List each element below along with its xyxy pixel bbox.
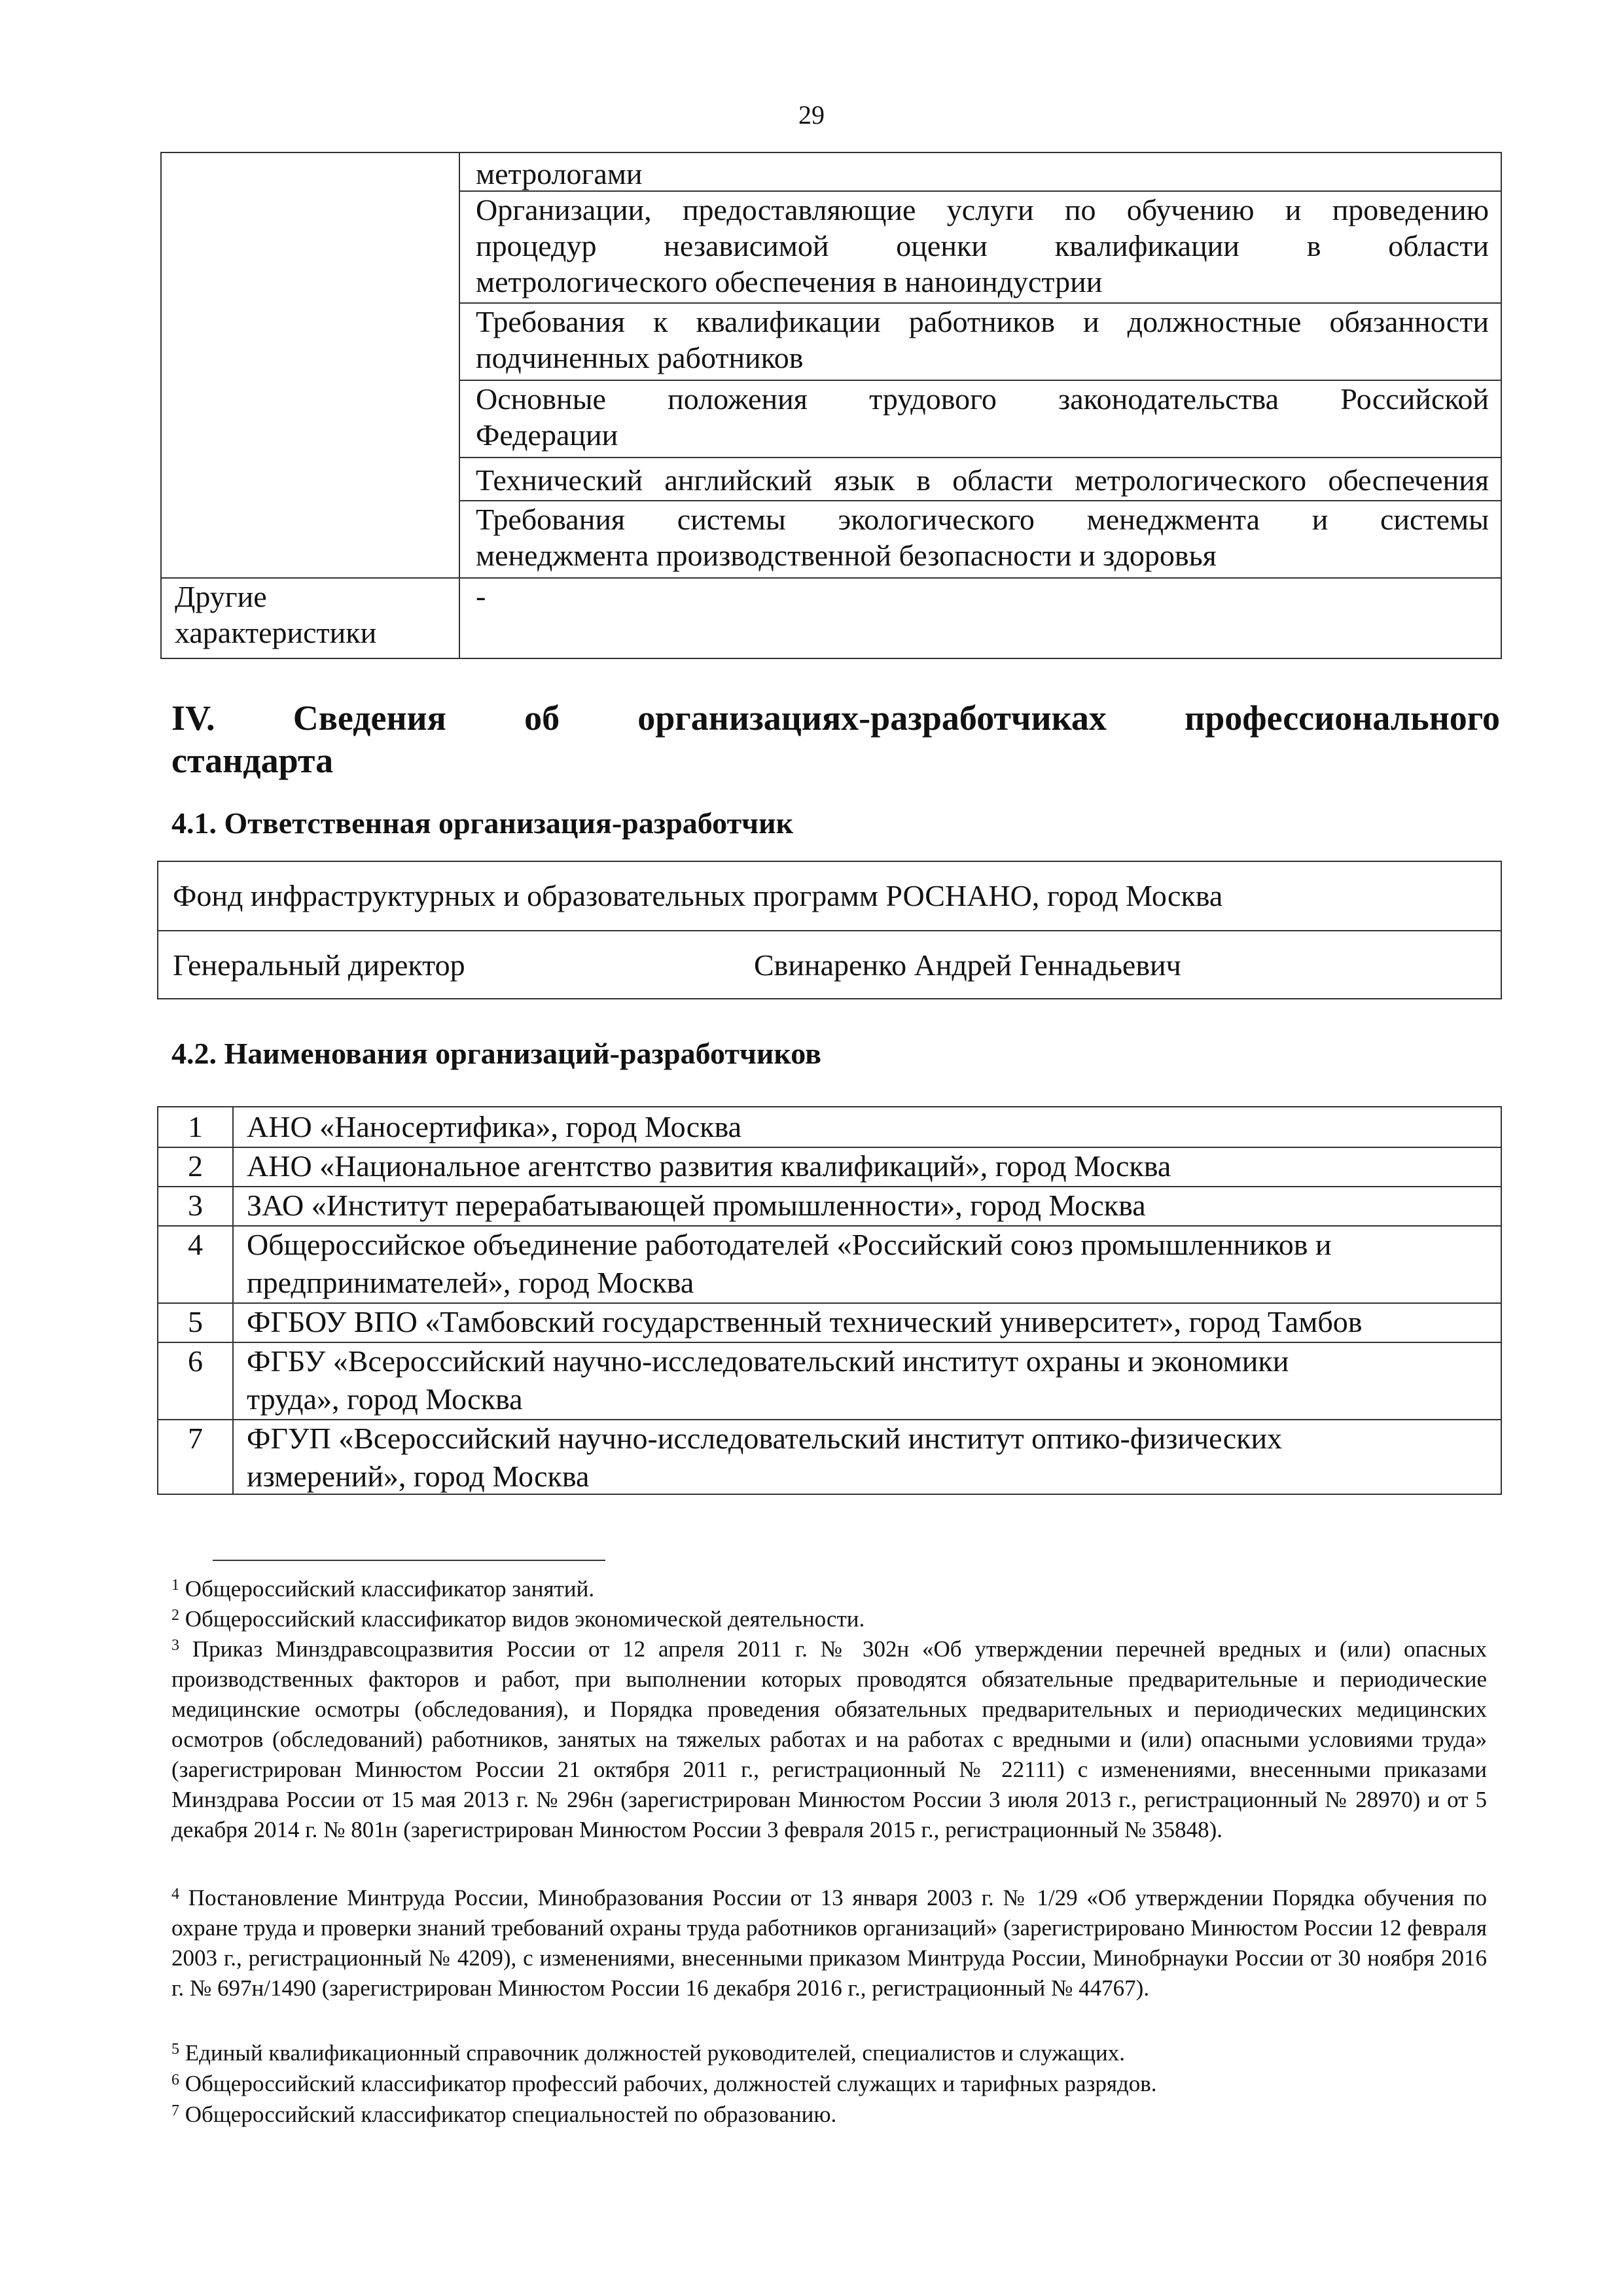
table-row-continued: измерений», город Москва [247,1460,590,1493]
other-characteristics-value: - [476,579,486,613]
responsible-org-table [157,861,1502,999]
section-title: IV. Сведения об организациях-разработчиках профессионального [171,698,1500,738]
director-name: Свинаренко Андрей Геннадьевич [754,948,1181,982]
row-number: 1 [188,1110,203,1143]
row-line: Организации, предоставляющие услуги по обучению и проведению [476,193,1489,226]
responsible-org-name: Фонд инфраструктурных и образовательных программ РОСНАНО, город Москва [173,879,1223,912]
footnote-text: Общероссийский классификатор профессий рабочих, должностей служащих и тарифных разрядов. [185,2071,1157,2096]
footnote [171,2069,1487,2099]
table-row: ФГУП «Всероссийский научно-исследовательский институт оптико-физических [247,1422,1283,1455]
table-row: метрологами [476,157,643,190]
row-number: 6 [188,1344,203,1378]
row-line: подчиненных работников [476,341,804,374]
subsection-title: 4.2. Наименования организаций-разработчиков [171,1037,821,1070]
director-title: Генеральный директор [173,948,465,982]
developers-table [157,1106,1502,1495]
row-number: 3 [188,1189,203,1222]
table-row-continued: предпринимателей», город Москва [247,1266,694,1299]
footnote [171,2038,1487,2068]
footnote [171,1634,1487,1845]
row-line: процедур независимой оценки квалификации в области [476,229,1489,262]
table-row: ФГБУ «Всероссийский научно-исследовательский институт охраны и экономики [247,1344,1289,1378]
footnote-number: 5 [171,2041,179,2058]
row-line: Требования системы экологического менеджмента и системы [476,503,1489,536]
footnote-number: 2 [171,1607,179,1624]
table-row: Технический английский язык в области метрологического обеспечения [476,463,1489,497]
label-line: характеристики [175,616,377,649]
table-row-continued: труда», город Москва [247,1382,523,1416]
label-line: Другие [175,580,267,613]
knowledge-table [160,152,1502,659]
page-number: 29 [798,100,825,130]
row-number: 2 [188,1149,203,1183]
table-row: ФГБОУ ВПО «Тамбовский государственный технический университет», город Тамбов [247,1305,1363,1338]
row-number: 7 [188,1422,203,1455]
footnote-text: Единый квалификационный справочник должностей руководителей, специалистов и служащих. [185,2040,1126,2066]
footnote-text: Постановление Минтруда России, Минобразования России от 13 января 2003 г. № 1/29 «Об утверждении Порядка обучения по охране труда и проверки знаний требований охраны труда работников организаций» (зарегистрировано Минюстом России 12 февраля 2003 г., регистрационный № 4209), с изменениями, внесенными приказом Минтруда России, Минобрнауки России от 30 ноября 2016 г. № 697н/1490 (зарегистрирован Минюстом России 16 декабря 2016 г., регистрационный № 44767). [171,1885,1488,2001]
footnote-separator [213,1560,605,1561]
footnote-number: 6 [171,2072,179,2089]
row-line: метрологического обеспечения в наноиндустрии [476,265,1103,298]
row-divider [459,457,1501,458]
footnote [171,1604,1487,1634]
row-line: Федерации [476,418,618,452]
footnote-text: Общероссийский классификатор занятий. [185,1576,595,1602]
row-number: 5 [188,1305,203,1338]
table-row: ЗАО «Институт перерабатывающей промышленности», город Москва [247,1189,1146,1222]
subsection-title: 4.1. Ответственная организация-разработчик [171,806,794,840]
row-number: 4 [188,1228,203,1261]
footnote [171,1883,1487,2003]
section-title-continued: стандарта [171,741,334,780]
footnote-number: 3 [171,1637,179,1654]
footnote [171,2100,1487,2130]
column-divider [459,153,460,658]
footnote-number: 1 [171,1577,179,1594]
footnote [171,1574,1487,1604]
footnote-text: Приказ Минздравсоцразвития России от 12 апреля 2011 г. № 302н «Об утверждении перечней вредных и (или) опасных производственных факторов и работ, при выполнении которых проводятся обязательные предварительные и периодические медицинские осмотры (обследования), и Порядка проведения обязательных предварительных и периодических медицинских осмотров (обследований) работников, занятых на тяжелых работах и на работах с вредными и (или) опасными условиями труда» (зарегистрирован Минюстом России 21 октября 2011 г., регистрационный № 22111) с изменениями, внесенными приказами Минздрава России от 15 мая 2013 г. № 296н (зарегистрирован Минюстом России 3 июля 2013 г., регистрационный № 28970) и от 5 декабря 2014 г. № 801н (зарегистрирован Минюстом России 3 февраля 2015 г., регистрационный № 35848). [171,1636,1487,1842]
table-row: АНО «Национальное агентство развития квалификаций», город Москва [247,1149,1171,1183]
footnote-number: 7 [171,2102,179,2119]
footnote-text: Общероссийский классификатор видов экономической деятельности. [185,1606,865,1632]
row-divider [158,930,1501,931]
row-line: Требования к квалификации работников и должностные обязанности [476,305,1489,338]
other-characteristics-label [175,579,376,651]
footnote-text: Общероссийский классификатор специальностей по образованию. [185,2102,837,2127]
column-divider [232,1107,234,1494]
row-line: менеджмента производственной безопасности и здоровья [476,539,1217,572]
row-line: Основные положения трудового законодательства Российской [476,382,1489,416]
footnote-number: 4 [171,1886,179,1903]
table-row: Общероссийское объединение работодателей «Российский союз промышленников и [247,1228,1332,1261]
table-row: АНО «Наносертифика», город Москва [247,1110,742,1143]
